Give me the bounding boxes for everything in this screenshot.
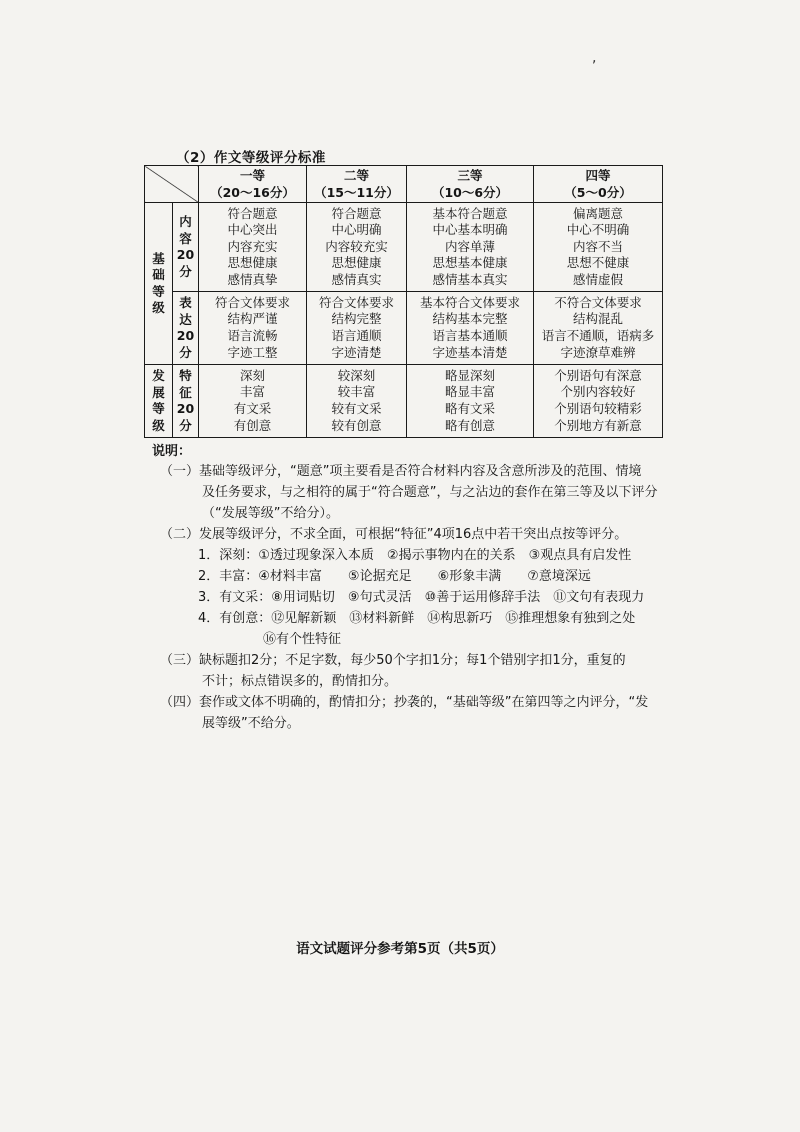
grade-name: 一等 [239,168,265,183]
grade-range: （15～11分） [314,185,399,200]
subgroup-label-char: 分 [179,417,192,433]
criteria-line: 结构基本完整 [432,311,508,327]
note-subitem: 1．深刻：①透过现象深入本质 ②揭示事物内在的关系 ③观点具有启发性 [198,548,632,563]
group-label-char: 等 [152,401,165,416]
criteria-cell [407,365,534,438]
criteria-line: 字迹潦草难辨 [560,344,636,360]
grade-name: 四等 [585,168,611,183]
table-row [145,203,663,292]
grade-header-1 [199,166,307,203]
group-label-char: 基 [152,250,165,266]
criteria-line: 中心基本明确 [432,222,508,238]
criteria-line: 思想健康 [331,255,382,271]
note-subitem: 2．丰富：④材料丰富 ⑤论据充足 ⑥形象丰满 ⑦意境深远 [198,569,591,584]
table-row [145,292,663,365]
criteria-line: 内容充实 [227,238,278,254]
group-label [145,203,173,365]
criteria-line: 中心不明确 [566,222,630,238]
grade-header-2 [307,166,407,203]
note-line: 及任务要求，与之相符的属于“符合题意”，与之沾边的套作在第三等及以下评分 [202,485,658,500]
subgroup-label [173,365,199,438]
subgroup-label-char: 20 [176,328,195,343]
criteria-cell [407,292,534,365]
criteria-line: 略显丰富 [444,384,495,400]
criteria-line: 个别语句有深意 [554,367,642,383]
criteria-line: 字迹工整 [227,344,278,360]
grade-header-4 [534,166,663,203]
criteria-line: 略有创意 [444,417,495,433]
note-line: （四）套作或文体不明确的，酌情扣分；抄袭的，“基础等级”在第四等之内评分，“发 [160,695,649,710]
grading-table [144,165,663,438]
note-line: （二）发展等级评分，不求全面，可根据“特征”4项16点中若干突出点按等评分。 [160,527,628,542]
grade-name: 三等 [457,168,483,183]
criteria-line: 语言基本通顺 [432,328,508,343]
criteria-line: 结构混乱 [572,311,623,327]
grade-range: （5～0分） [564,185,632,200]
group-label-char: 级 [152,417,165,433]
subgroup-label-char: 分 [179,263,192,279]
criteria-line: 个别内容较好 [560,384,636,400]
criteria-line: 不符合文体要求 [554,294,642,310]
criteria-line: 基本符合文体要求 [419,294,520,310]
criteria-line: 感情真实 [331,271,382,287]
criteria-line: 中心明确 [331,222,382,238]
criteria-line: 语言通顺 [331,328,382,343]
subgroup-label-char: 20 [176,401,195,416]
criteria-line: 有文采 [233,401,272,416]
criteria-line: 深刻 [239,367,265,383]
note-line: 展等级”不给分。 [202,716,300,731]
criteria-line: 有创意 [233,417,272,433]
subgroup-label-char: 分 [179,344,192,360]
criteria-line: 中心突出 [227,222,278,238]
subgroup-label [173,203,199,292]
criteria-cell [534,365,663,438]
criteria-line: 感情虚假 [572,271,623,287]
criteria-line: 思想健康 [227,255,278,271]
criteria-line: 较有创意 [331,417,382,433]
group-label-char: 展 [152,384,165,400]
criteria-line: 略有文采 [444,401,495,416]
criteria-line: 个别地方有新意 [554,417,642,433]
criteria-line: 符合题意 [227,205,278,221]
criteria-line: 内容较充实 [325,238,388,254]
subgroup-label-char: 表 [179,295,192,310]
subgroup-label-char: 达 [179,311,192,327]
subgroup-label-char: 征 [179,384,192,400]
criteria-cell [307,365,407,438]
group-label-char: 等 [152,283,165,299]
criteria-line: 思想基本健康 [432,255,508,271]
criteria-line: 感情真挚 [227,271,278,287]
subgroup-label-char: 20 [176,247,195,262]
group-label [145,365,173,438]
criteria-cell [199,203,307,292]
table-row [145,365,663,438]
note-line: 不计；标点错误多的，酌情扣分。 [202,674,398,689]
grade-header-3 [407,166,534,203]
criteria-line: 思想不健康 [566,255,630,271]
subgroup-label-char: 容 [179,230,192,246]
criteria-line: 基本符合题意 [432,205,508,221]
criteria-line: 结构完整 [331,311,382,327]
criteria-cell [534,292,663,365]
criteria-line: 较深刻 [337,367,376,383]
criteria-line: 语言流畅 [227,328,278,343]
criteria-line: 较丰富 [337,384,376,400]
criteria-line: 内容单薄 [444,238,495,254]
criteria-line: 符合文体要求 [214,294,290,310]
note-subitem: 4．有创意：⑫见解新颖 ⑬材料新鲜 ⑭构思新巧 ⑮推理想象有独到之处 [198,611,636,626]
criteria-line: 语言不通顺，语病多 [541,328,655,343]
notes-body [160,461,670,734]
criteria-line: 字迹清楚 [331,344,382,360]
note-line: （“发展等级”不给分）。 [202,506,339,521]
grade-range: （10～6分） [431,185,509,200]
criteria-line: 内容不当 [572,238,623,254]
note-line: （一）基础等级评分，“题意”项主要看是否符合材料内容及含意所涉及的范围、情境 [160,464,642,479]
page-footer: 语文试题评分参考第5页（共5页） [296,941,504,957]
criteria-cell [307,292,407,365]
criteria-line: 偏离题意 [572,205,623,221]
criteria-line: 符合文体要求 [318,294,394,310]
grade-name: 二等 [343,168,369,183]
criteria-line: 略显深刻 [444,367,495,383]
page-mark: , [592,50,597,66]
section-title: （2）作文等级评分标准 [176,150,326,166]
table-header-row [145,166,663,203]
group-label-char: 础 [152,267,165,282]
criteria-line: 丰富 [239,384,265,400]
grade-range: （20～16分） [210,185,295,200]
notes-heading: 说明： [152,444,192,459]
group-label-char: 级 [152,300,165,315]
criteria-line: 个别语句较精彩 [554,401,642,416]
criteria-line: 结构严谨 [227,311,278,327]
diagonal-corner-cell [145,166,199,203]
note-subitem: 3．有文采：⑧用词贴切 ⑨句式灵活 ⑩善于运用修辞手法 ⑪文句有表现力 [198,590,645,605]
subgroup-label [173,292,199,365]
criteria-cell [199,292,307,365]
criteria-line: 字迹基本清楚 [432,344,508,360]
subgroup-label-char: 特 [179,368,192,383]
group-label-char: 发 [152,368,165,383]
criteria-cell [407,203,534,292]
criteria-line: 较有文采 [331,401,382,416]
criteria-cell [534,203,663,292]
note-line: （三）缺标题扣2分；不足字数，每少50个字扣1分；每1个错别字扣1分，重复的 [160,653,626,668]
criteria-line: 感情基本真实 [432,271,508,287]
criteria-cell [307,203,407,292]
note-subitem: ⑯有个性特征 [198,632,342,647]
criteria-line: 符合题意 [331,205,382,221]
subgroup-label-char: 内 [179,214,192,229]
criteria-cell [199,365,307,438]
